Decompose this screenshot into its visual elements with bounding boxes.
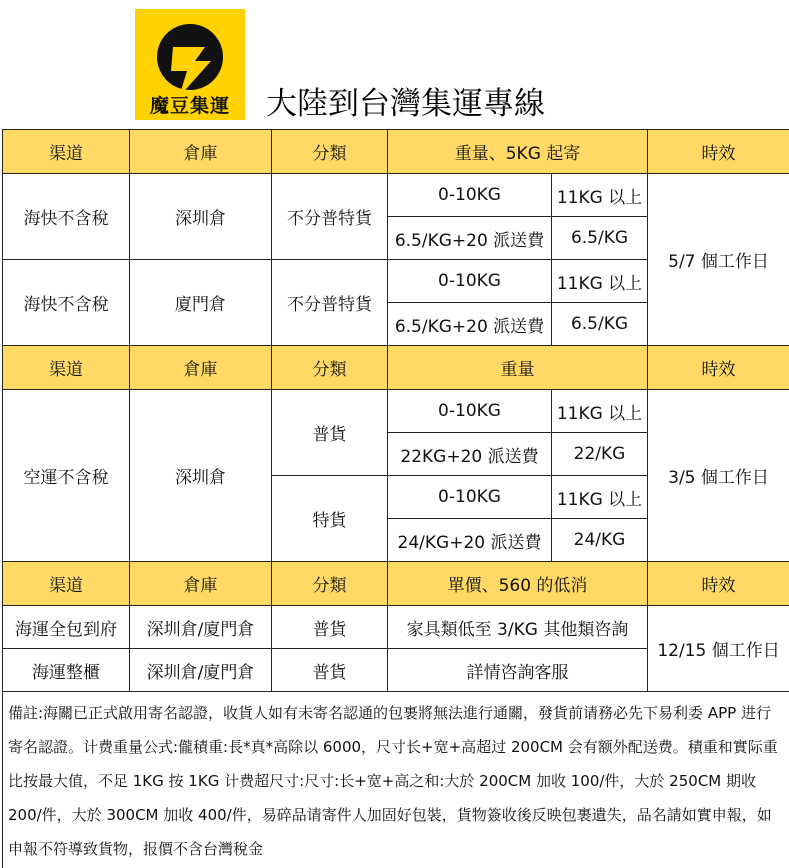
weight-range-cell: 11KG 以上 bbox=[552, 260, 648, 303]
channel-cell: 海運全包到府 bbox=[3, 606, 130, 649]
price-cell: 詳情咨詢客服 bbox=[388, 649, 648, 692]
header-weight: 重量、5KG 起寄 bbox=[388, 130, 648, 174]
notes-text: 備註:海關已正式啟用寄名認證，收貨人如有未寄名認通的包裹將無法進行通關，發貨前请務必先下易利委 APP 进行寄名認證。计费重量公式:儱積重:長*真*高除以 6000，尺寸长+宽+高超过 200CM 会有额外配送费。積重和實际重比按最大值，不足 1KG 按 1KG 计费超尺寸:尺寸:长+宽+高之和:大於 200CM 加收 100/件，大於 250CM 期收 200/件，大於 300CM 加收 400/件，易碎品请寄件人加固好包裝，貨物簽收後反映包裹遺失，品名請如實申報，如申報不符導致貨物，报價不含台灣稅金 bbox=[3, 692, 789, 868]
price-cell: 22KG+20 派送費 bbox=[388, 433, 552, 476]
warehouse-cell: 深圳倉/廈門倉 bbox=[130, 649, 272, 692]
price-cell: 家具類低至 3/KG 其他類咨詢 bbox=[388, 606, 648, 649]
weight-range-cell: 0-10KG bbox=[388, 390, 552, 433]
notes-row bbox=[3, 692, 789, 868]
header-category: 分類 bbox=[272, 130, 388, 174]
channel-cell: 海快不含稅 bbox=[3, 174, 130, 260]
weight-range-cell: 11KG 以上 bbox=[552, 476, 648, 519]
section3-header-row bbox=[3, 562, 789, 606]
warehouse-cell: 廈門倉 bbox=[130, 260, 272, 346]
logo-text: 魔豆集運 bbox=[149, 95, 230, 117]
section2-header-row bbox=[3, 346, 789, 390]
price-cell: 6.5/KG+20 派送費 bbox=[388, 217, 552, 260]
section1-header-row bbox=[3, 130, 789, 174]
price-cell: 22/KG bbox=[552, 433, 648, 476]
time-cell: 3/5 個工作日 bbox=[648, 390, 789, 562]
header-price: 單價、560 的低消 bbox=[388, 562, 648, 606]
price-cell: 6.5/KG+20 派送費 bbox=[388, 303, 552, 346]
channel-cell: 海運整櫃 bbox=[3, 649, 130, 692]
header-time: 時效 bbox=[648, 346, 789, 390]
header-warehouse: 倉庫 bbox=[130, 562, 272, 606]
price-cell: 24/KG bbox=[552, 519, 648, 562]
table-row bbox=[3, 606, 789, 649]
weight-range-cell: 11KG 以上 bbox=[552, 390, 648, 433]
header-category: 分類 bbox=[272, 346, 388, 390]
rates-table bbox=[2, 129, 789, 868]
category-cell: 普貨 bbox=[272, 649, 388, 692]
header-weight: 重量 bbox=[388, 346, 648, 390]
price-cell: 6.5/KG bbox=[552, 217, 648, 260]
time-cell: 5/7 個工作日 bbox=[648, 174, 789, 346]
category-cell: 普貨 bbox=[272, 390, 388, 476]
time-cell: 12/15 個工作日 bbox=[648, 606, 789, 692]
weight-range-cell: 0-10KG bbox=[388, 260, 552, 303]
page-title: 大陸到台灣集運專線 bbox=[266, 86, 545, 122]
category-cell: 不分普特貨 bbox=[272, 174, 388, 260]
warehouse-cell: 深圳倉/廈門倉 bbox=[130, 606, 272, 649]
header-channel: 渠道 bbox=[3, 346, 130, 390]
header-warehouse: 倉庫 bbox=[130, 346, 272, 390]
channel-cell: 空運不含稅 bbox=[3, 390, 130, 562]
table-row bbox=[3, 390, 789, 433]
warehouse-cell: 深圳倉 bbox=[130, 390, 272, 562]
header-category: 分類 bbox=[272, 562, 388, 606]
table-row bbox=[3, 174, 789, 217]
category-cell: 特貨 bbox=[272, 476, 388, 562]
header-time: 時效 bbox=[648, 130, 789, 174]
weight-range-cell: 11KG 以上 bbox=[552, 174, 648, 217]
header-warehouse: 倉庫 bbox=[130, 130, 272, 174]
category-cell: 不分普特貨 bbox=[272, 260, 388, 346]
category-cell: 普貨 bbox=[272, 606, 388, 649]
header-channel: 渠道 bbox=[3, 130, 130, 174]
warehouse-cell: 深圳倉 bbox=[130, 174, 272, 260]
header-channel: 渠道 bbox=[3, 562, 130, 606]
header-time: 時效 bbox=[648, 562, 789, 606]
price-cell: 6.5/KG bbox=[552, 303, 648, 346]
price-cell: 24/KG+20 派送費 bbox=[388, 519, 552, 562]
weight-range-cell: 0-10KG bbox=[388, 174, 552, 217]
brand-logo bbox=[135, 9, 245, 120]
channel-cell: 海快不含稅 bbox=[3, 260, 130, 346]
weight-range-cell: 0-10KG bbox=[388, 476, 552, 519]
